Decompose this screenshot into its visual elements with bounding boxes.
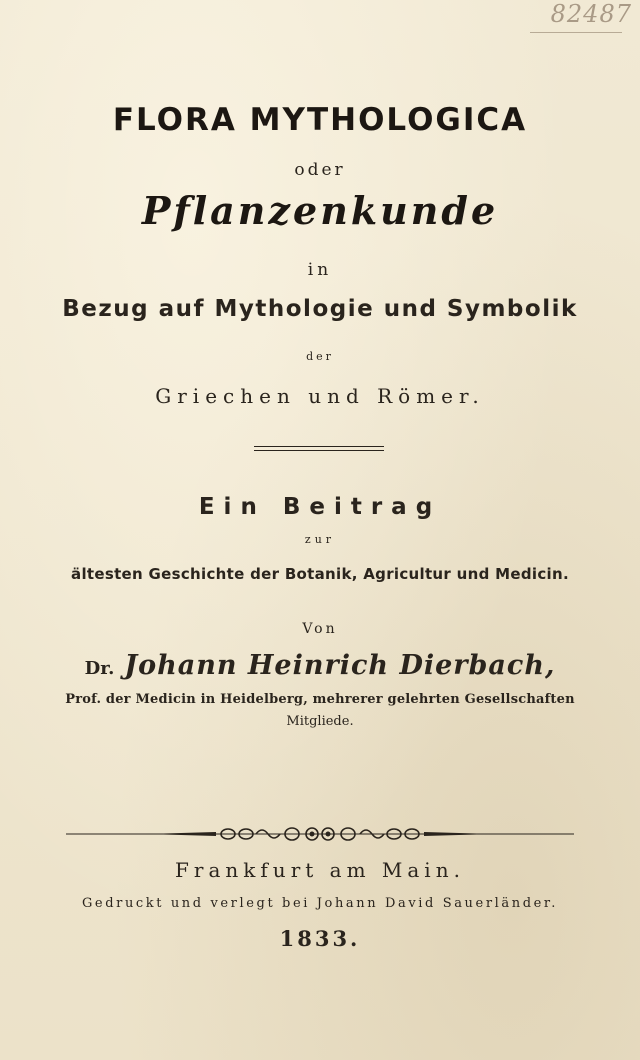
author-name: Johann Heinrich Dierbach, — [124, 650, 556, 681]
subtitle-text: ältesten Geschichte der Botanik, Agricultur und Medicin. — [71, 565, 569, 583]
author-membership: Mitgliede. — [286, 714, 354, 729]
imprint-year: 1833. — [279, 926, 361, 951]
imprint-publisher: Gedruckt und verlegt bei Johann David Sauerländer. — [81, 896, 559, 911]
shelfmark-underline — [530, 32, 622, 33]
imprint-place: Frankfurt am Main. — [175, 858, 465, 882]
subtitle-heading: Ein Beitrag — [198, 494, 442, 520]
author-von: Von — [302, 621, 338, 637]
author-title-prefix: Dr. — [84, 658, 115, 679]
double-rule — [254, 446, 384, 451]
title-connector: oder — [294, 160, 346, 180]
fraktur-title: Pflanzenkunde — [141, 188, 499, 233]
author-line — [0, 650, 640, 681]
subject-line: Bezug auf Mythologie und Symbolik — [62, 296, 578, 322]
title-in: in — [307, 260, 333, 280]
subtitle-zur: zur — [304, 533, 336, 546]
peoples-line: Griechen und Römer. — [155, 384, 485, 408]
main-title: FLORA MYTHOLOGICA — [112, 102, 528, 138]
author-affiliation: Prof. der Medicin in Heidelberg, mehrerer gelehrten Gesellschaften — [65, 692, 575, 707]
ornamental-rule — [66, 822, 574, 846]
shelfmark: 82487 — [550, 0, 632, 28]
title-der: der — [306, 350, 334, 363]
